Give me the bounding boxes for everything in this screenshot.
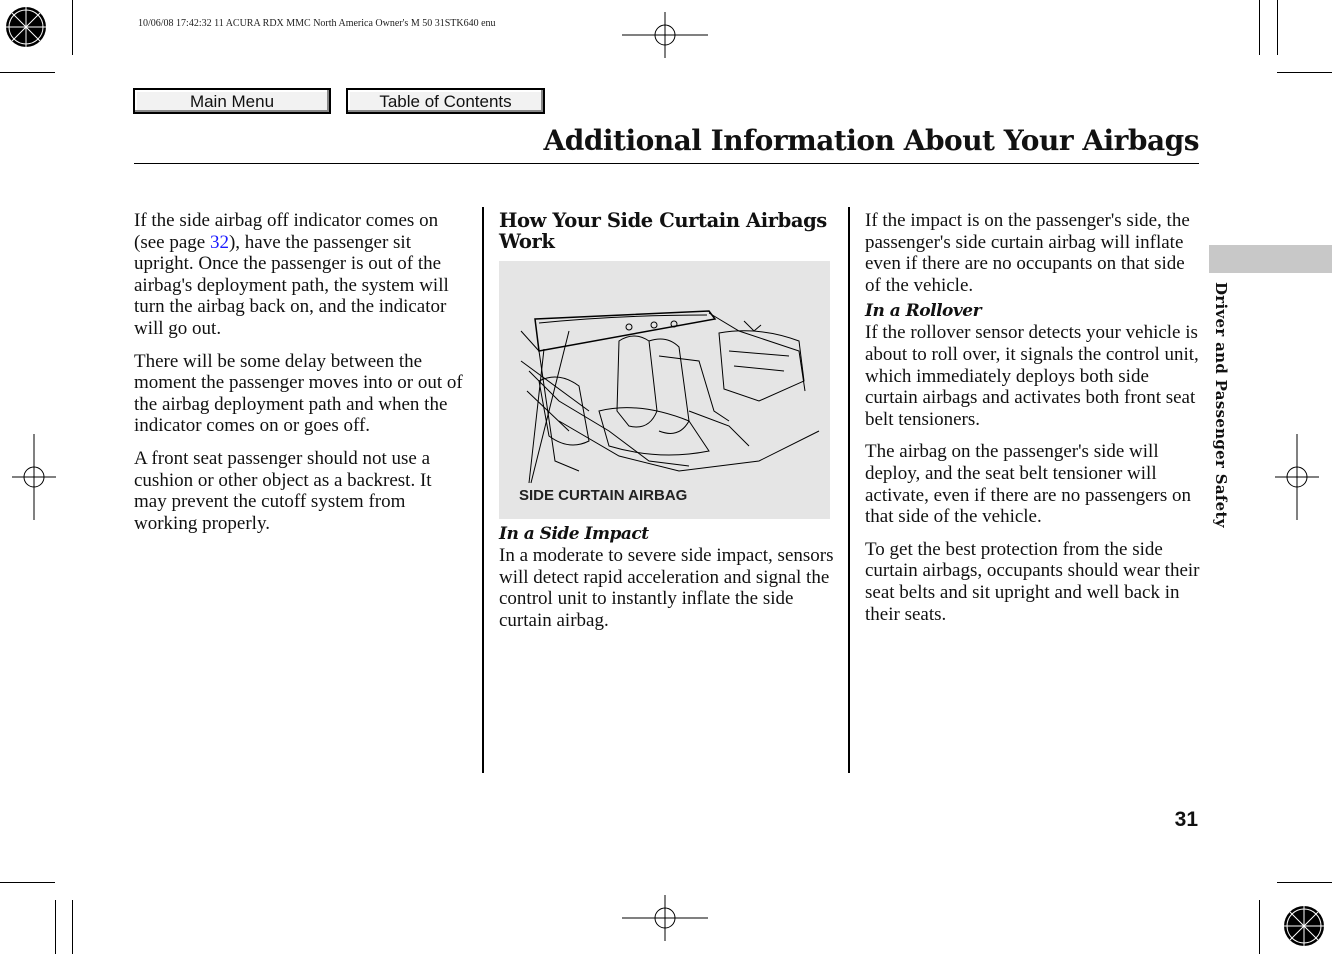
section-tab-label: Driver and Passenger Safety	[1212, 282, 1230, 528]
column-2-lower	[499, 524, 834, 642]
section-heading: How Your Side Curtain Airbags Work	[499, 209, 827, 253]
section-tab	[1209, 245, 1332, 273]
paragraph: In a moderate to severe side impact, sensors will detect rapid acceleration and signal the control unit to instantly inflate the side curtain airbag.	[499, 545, 834, 631]
paragraph	[134, 210, 469, 340]
subheading: In a Side Impact	[499, 524, 649, 544]
paragraph: To get the best protection from the side curtain airbags, occupants should wear their seat belts and sit upright and well back in their seats.	[865, 538, 1200, 625]
column-2	[499, 210, 834, 260]
side-curtain-airbag-figure	[499, 261, 830, 519]
paragraph: A front seat passenger should not use a cushion or other object as a backrest. It may prevent the cutoff system from working properly.	[134, 447, 432, 534]
column-3	[865, 210, 1200, 636]
paragraph: If the rollover sensor detects your vehicle is about to roll over, it signals the control unit, which immediately deploys both side curtain airbags and activates both front seat belt tensioners.	[865, 322, 1199, 430]
text: If the side airbag off indicator comes on (see page	[134, 210, 439, 253]
table-of-contents-button[interactable]: Table of Contents	[346, 88, 545, 114]
page-32-link[interactable]: 32	[209, 231, 229, 253]
column-divider	[848, 207, 850, 773]
column-1	[134, 210, 469, 545]
paragraph: The airbag on the passenger's side will deploy, and the seat belt tensioner will activate, even if there are no passengers on that side of the vehicle.	[865, 441, 1192, 528]
main-menu-button[interactable]: Main Menu	[133, 88, 331, 114]
page-number: 31	[1174, 808, 1198, 831]
subheading: In a Rollover	[865, 301, 982, 322]
title-rule	[134, 163, 1199, 164]
column-divider	[482, 207, 484, 773]
page-title: Additional Information About Your Airbags	[543, 124, 1199, 157]
text: ), have the passenger sit upright. Once the passenger is out of the airbag's deployment path, the system will turn the airbag back on, and the indicator will go out.	[134, 231, 449, 339]
car-interior-illustration	[499, 261, 830, 519]
figure-caption: SIDE CURTAIN AIRBAG	[519, 487, 688, 504]
paragraph: There will be some delay between the moment the passenger moves into or out of the airbag deployment path and when the indicator comes on or goes off.	[134, 350, 463, 437]
paragraph: If the impact is on the passenger's side, the passenger's side curtain airbag will inflate even if there are no occupants on that side of the vehicle.	[865, 210, 1190, 296]
print-metadata: 10/06/08 17:42:32 11 ACURA RDX MMC North America Owner's M 50 31STK640 enu	[138, 18, 496, 29]
